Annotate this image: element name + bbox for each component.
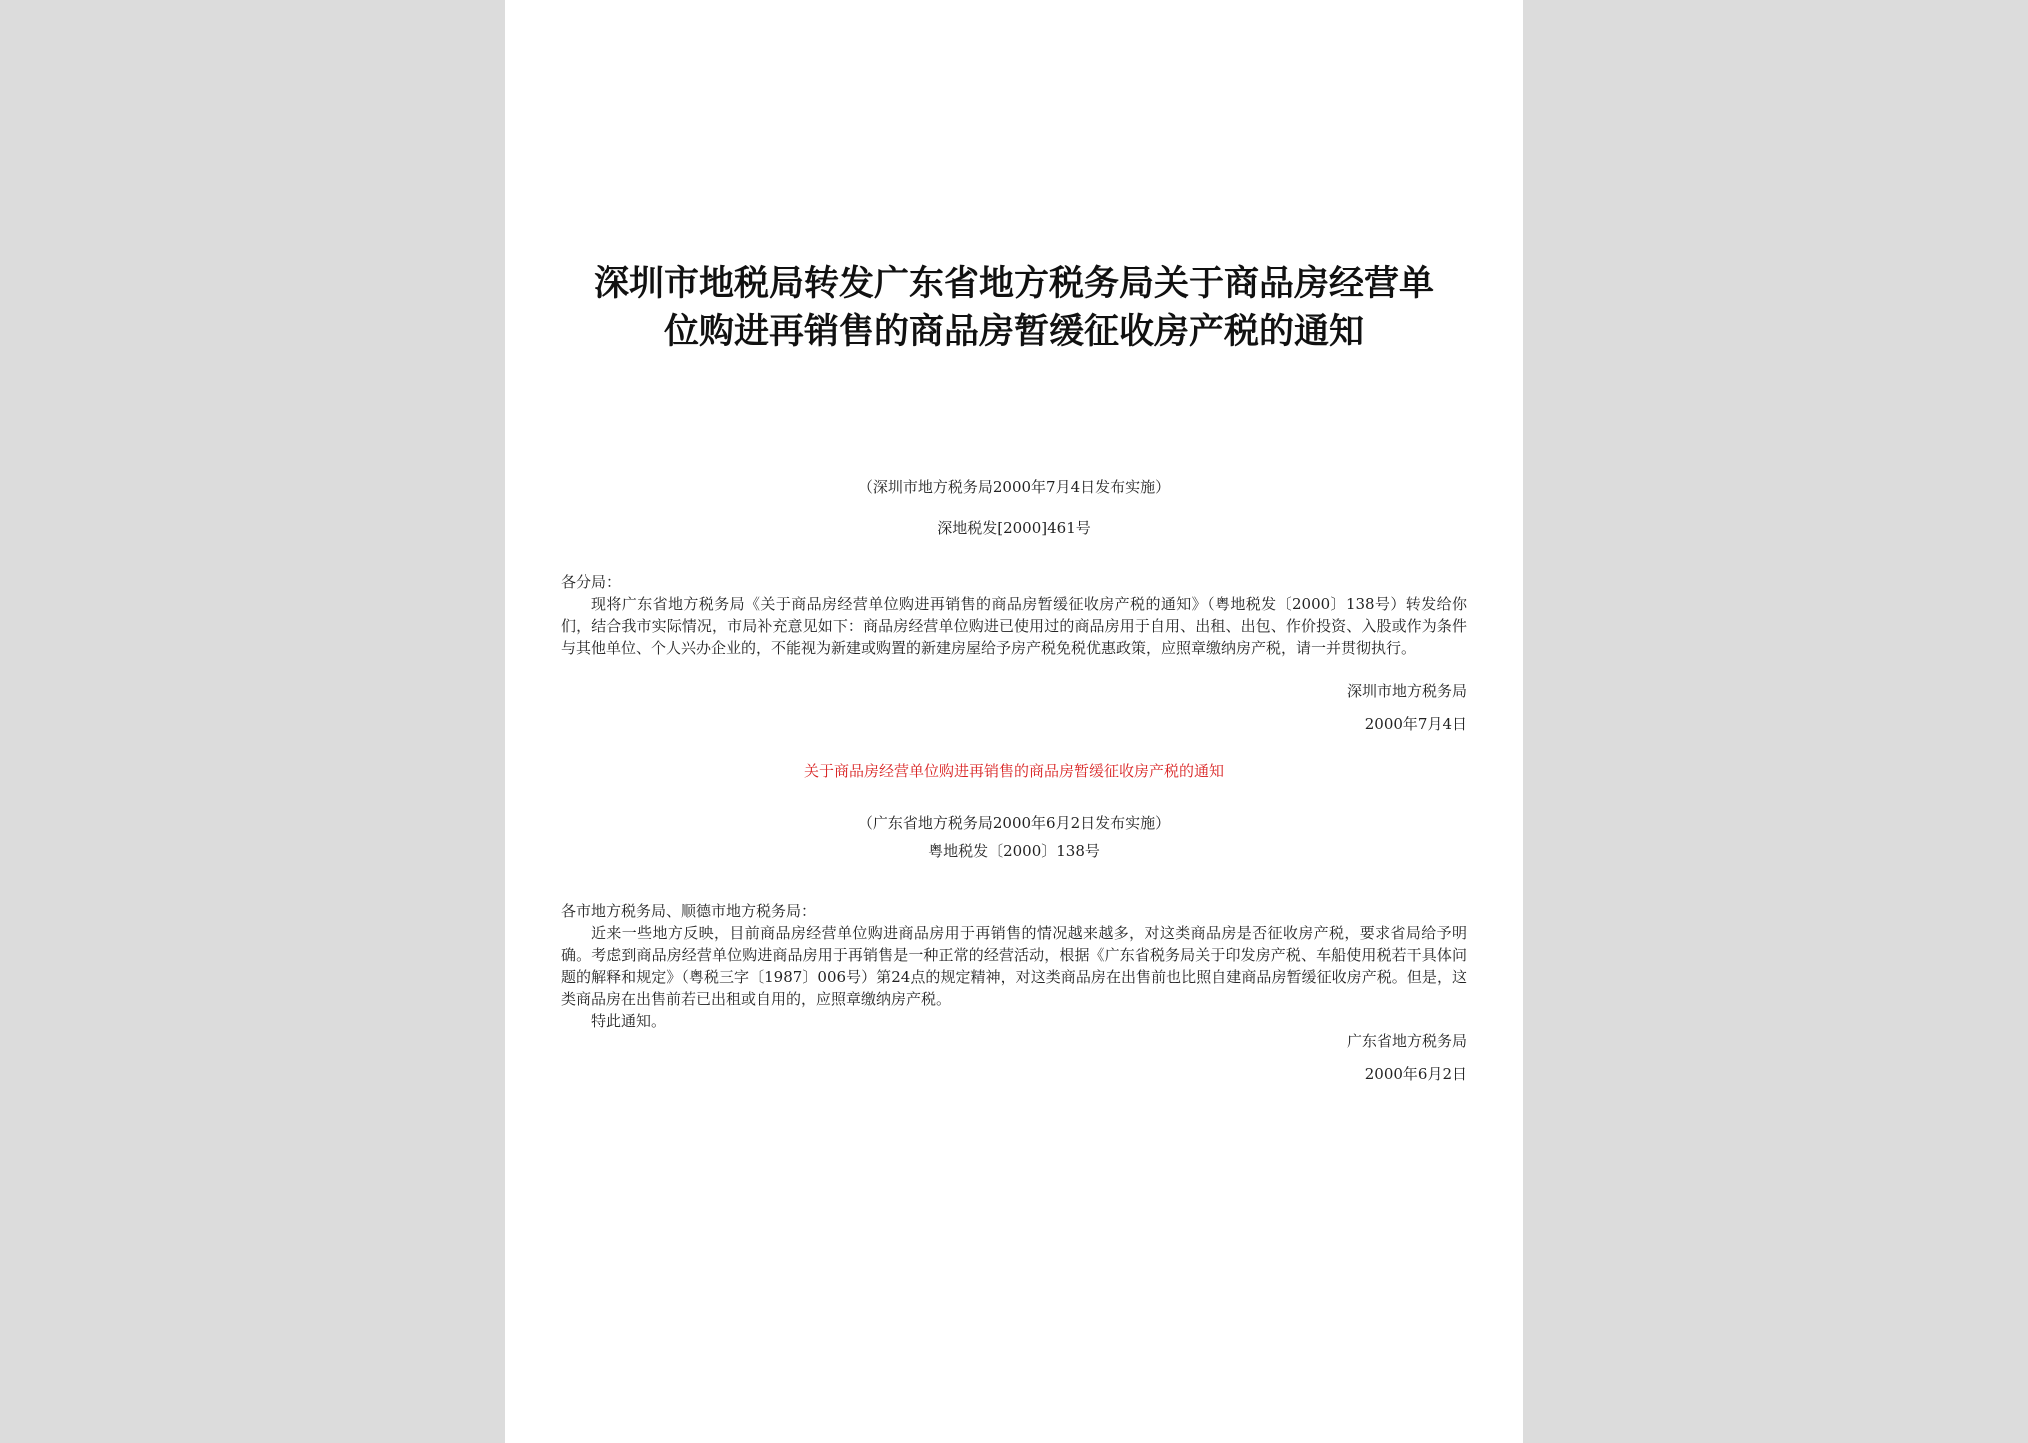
notice2-date: 2000年6月2日 <box>1364 1065 1467 1083</box>
notice1-body-block <box>561 571 1467 659</box>
notice1-issue-note: （深圳市地方税务局2000年7月4日发布实施） <box>857 478 1171 496</box>
notice1-salutation: 各分局： <box>561 573 622 591</box>
notice2-heading: 关于商品房经营单位购进再销售的商品房暂缓征收房产税的通知 <box>803 762 1224 780</box>
notice2-issue-note: （广东省地方税务局2000年6月2日发布实施） <box>857 814 1171 832</box>
notice2-doc-number: 粤地税发〔2000〕138号 <box>928 842 1100 860</box>
notice1-doc-number: 深地税发[2000]461号 <box>937 519 1091 537</box>
title-line-1: 深圳市地税局转发广东省地方税务局关于商品房经营单 <box>593 264 1434 304</box>
notice1-signature: 深圳市地方税务局 <box>1346 682 1467 700</box>
title-line-2: 位购进再销售的商品房暂缓征收房产税的通知 <box>663 312 1364 352</box>
notice2-signature: 广东省地方税务局 <box>1346 1032 1467 1050</box>
notice2-closing: 特此通知。 <box>591 1012 667 1030</box>
notice2-salutation: 各市地方税务局、顺德市地方税务局： <box>561 902 817 920</box>
notice2-body-block <box>561 900 1467 1032</box>
notice2-body: 近来一些地方反映，目前商品房经营单位购进商品房用于再销售的情况越来越多，对这类商品房是否征收房产税，要求省局给予明确。考虑到商品房经营单位购进商品房用于再销售是一种正常的经营活动，根据《广东省税务局关于印发房产税、车船使用税若干具体问题的解释和规定》（粤税三字〔1987〕006号）第24点的规定精神，对这类商品房在出售前也比照自建商品房暂缓征收房产税。但是，这类商品房在出售前若已出租或自用的，应照章缴纳房产税。 <box>561 924 1467 1008</box>
notice1-body: 现将广东省地方税务局《关于商品房经营单位购进再销售的商品房暂缓征收房产税的通知》（粤地税发〔2000〕138号）转发给你们，结合我市实际情况，市局补充意见如下：商品房经营单位购进已使用过的商品房用于自用、出租、出包、作价投资、入股或作为条件与其他单位、个人兴办企业的，不能视为新建或购置的新建房屋给予房产税免税优惠政策，应照章缴纳房产税，请一并贯彻执行。 <box>561 595 1467 657</box>
document-title <box>561 260 1467 356</box>
document-page <box>505 0 1523 1443</box>
notice1-date: 2000年7月4日 <box>1364 715 1467 733</box>
